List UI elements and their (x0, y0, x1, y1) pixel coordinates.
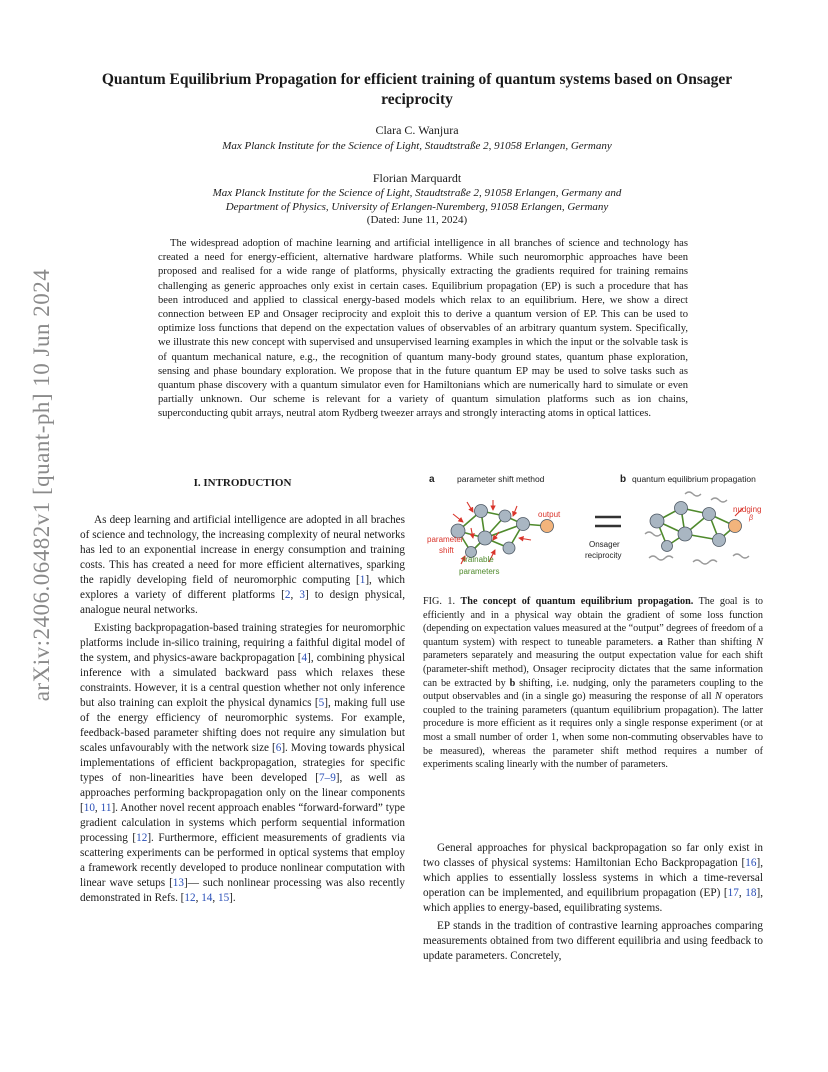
panel-a-title: parameter shift method (457, 474, 545, 484)
citation-link[interactable]: 17 (727, 887, 739, 899)
author-affiliation: Max Planck Institute for the Science of Light, Staudtstraße 2, 91058 Erlangen, Germany and (212, 187, 622, 199)
label-shift: shift (439, 546, 454, 555)
right-column (423, 841, 763, 964)
left-column (80, 513, 405, 906)
citation-link[interactable]: 13 (172, 877, 184, 889)
output-node-b (729, 520, 742, 533)
figure-diagram (423, 466, 767, 586)
label-nudging-beta: β (749, 515, 753, 522)
author-name: Florian Marquardt (372, 171, 462, 185)
citation-link[interactable]: 12 (136, 832, 148, 844)
citation-link[interactable]: 18 (745, 887, 757, 899)
panel-a-letter: a (429, 474, 435, 485)
citation-link[interactable]: 5 (318, 697, 325, 709)
label-parameter: parameter (427, 535, 464, 544)
citation-link[interactable]: 15 (217, 892, 230, 904)
abstract: The widespread adoption of machine learning and artificial intelligence in all branches of science and technology has created a need for energy-efficient, alternative hardware platforms. While such neuromorphic approaches have been proposed and realised for a wide range of platforms, physically extracting the gradients required for training remains challenging as generic approaches only exist in certain cases. Equilibrium propagation (EP) is such a procedure that has been introduced and applied to classical energy-based models which relax to an equilibrium. Here, we show a direct connection between EP and Onsager reciprocity and exploit this to derive a quantum version of EP. This can be used to optimize loss functions that depend on the expectation values of observables of an arbitrary quantum system. Specifically, we illustrate this new concept with supervised and unsupervised learning examples in which the input or the solvable task is of quantum mechanical nature, e.g., the recognition of quantum many-body ground states, quantum phase exploration, sensing and phase boundary exploration. We propose that in the future quantum EP may be used to solve tasks such as quantum phase discovery with a quantum simulator even for Hamiltonians which are numerically hard to simulate or even partially unknown. Our scheme is relevant for a variety of quantum simulation platforms such as ion chains, superconducting qubit arrays, neutral atom Rydberg tweezer arrays and strongly interacting atoms in optical lattices. (158, 238, 688, 420)
citation-link[interactable]: 6 (275, 742, 282, 754)
citation-link[interactable]: 2 (284, 589, 291, 601)
citation-link[interactable]: 12 (184, 892, 196, 904)
citation-link[interactable]: 11 (100, 802, 112, 814)
citation-link[interactable]: 4 (301, 652, 308, 664)
citation-link[interactable]: 10 (83, 802, 95, 814)
label-nudging: nudging (733, 505, 762, 514)
output-node-a (541, 520, 554, 533)
arxiv-stamp: arXiv:2406.06482v1 [quant-ph] 10 Jun 2024 (29, 268, 54, 702)
equals-sign (595, 517, 621, 526)
citation-link[interactable]: 1 (359, 574, 366, 586)
section-heading: I. INTRODUCTION (193, 477, 292, 489)
paragraph: General approaches for physical backpropagation so far only exist in two classes of physical systems: Hamiltonian Echo Backpropagation [16], which applies to essentially lossless systems in which a time-reversal operation can be implemented, and equilibrium propagation (EP) [17, 18], which applies to energy-based, equilibrating systems. (423, 842, 763, 914)
citation-link[interactable]: 3 (299, 589, 305, 601)
citation-link[interactable]: 16 (745, 857, 757, 869)
label-onsager: Onsager (589, 540, 620, 549)
author-affiliation: Max Planck Institute for the Science of Light, Staudtstraße 2, 91058 Erlangen, Germany (222, 140, 612, 152)
author-name: Clara C. Wanjura (375, 123, 459, 137)
dated-line: (Dated: June 11, 2024) (366, 214, 468, 226)
figure-1 (423, 466, 767, 586)
label-trainable: trainable (463, 555, 494, 564)
label-reciprocity: reciprocity (585, 551, 622, 560)
figure-caption: FIG. 1. The concept of quantum equilibrium propagation. The goal is to efficiently and in a physical way obtain the gradient of some loss function (depending on expectation values measured at the “output” degrees of freedom of a quantum system) with respect to tuneable parameters. a Rather than shifting N parameters separately and measuring the output expectation value for each shift (parameter-shift method), Onsager reciprocity dictates that the same information can be extracted by b shifting, i.e. nudging, only the parameters coupling to the output observables and (in a single go) measuring the response of all N operators coupled to the training parameters (quantum equilibrium propagation). The latter procedure is more efficient as it requires only a single response experiment (or at most a small number of order 1, when some non-commuting observables have to be measured), whereas the parameter shift method requires a number of experiments scaling linearly with the number of parameters. (423, 596, 764, 771)
label-parameters: parameters (459, 567, 500, 576)
paragraph: EP stands in the tradition of contrastive learning approaches comparing measurements obtained from two different equilibria and using feedback to update parameters. Concretely, (423, 920, 763, 962)
panel-b-letter: b (620, 474, 627, 485)
citation-link[interactable]: 14 (201, 892, 213, 904)
panel-b-title: quantum equilibrium propagation (632, 474, 756, 484)
citation-link[interactable]: 7–9 (319, 772, 336, 784)
label-output: output (538, 510, 561, 519)
paragraph: Existing backpropagation-based training strategies for neuromorphic platforms include in-silico training, requiring a faithful digital model of the system, and physics-aware backpropagation [4], combining physical inference with a simulated backward pass which relaxes these constraints. However, it is a central question whether not only inference but also training can exploit the physical dynamics [5], making full use of the energy efficiency of neuromorphic systems. For example, feedback-based parameter shifting does not require any simulation but scales unfavourably with the network size [6]. Moving towards physical implementations of efficient backpropagation, strategies for specific types of non-linearities have been developed [7–9], as well as approaches performing backpropagation only on the linear components [10, 11]. Another novel recent approach enables “forward-forward” type gradient calculation in systems which perform sequential information processing [12]. Furthermore, efficient measurements of gradients via scattering experiments can be performed in optical systems that employ a framework recently developed to produce nonlinear computation with linear wave setups [13]— such nonlinear processing was also recently demonstrated in Refs. [12, 14, 15]. (80, 622, 406, 904)
paragraph: As deep learning and artificial intelligence are adopted in all braches of science and technology, the increasing complexity of neural networks has led to an exponential increase in energy consumption and training costs. This has created a need for more efficient alternatives, sparking the rapidly developing field of neuromorphic computing [1], which explores a variety of different platforms [2, 3] to design physical, analogue neural networks. (80, 514, 406, 616)
author-affiliation: Department of Physics, University of Erlangen-Nuremberg, 91058 Erlangen, Germany (225, 201, 609, 213)
paper-title: Quantum Equilibrium Propagation for efficient training of quantum systems based on Onsager reciprocity (101, 71, 733, 108)
